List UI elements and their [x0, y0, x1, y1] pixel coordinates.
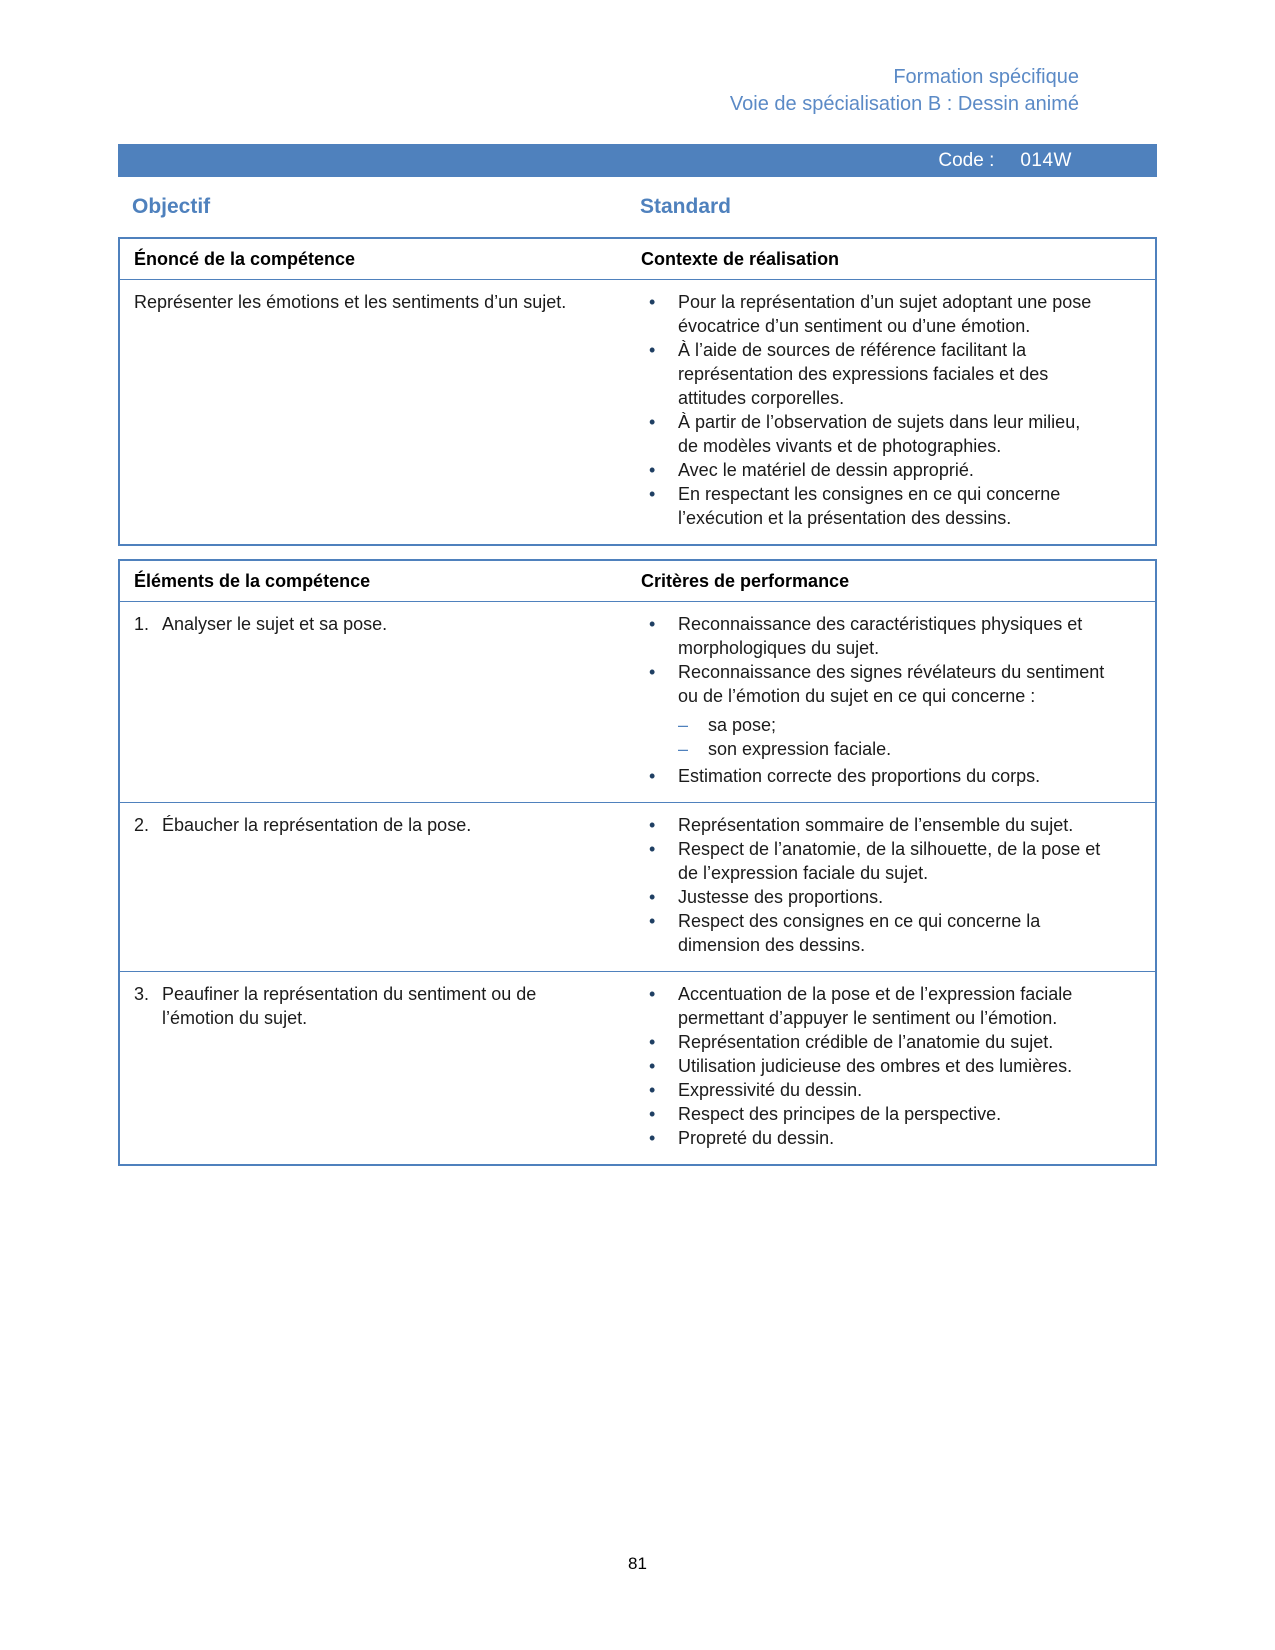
code-value: 014W [1020, 149, 1072, 171]
criterion-text: Représentation crédible de l’anatomie du sujet. [678, 1032, 1054, 1052]
contexte-cell [619, 280, 1156, 546]
criteria-cell [619, 803, 1156, 972]
context-item-text: Avec le matériel de dessin approprié. [678, 460, 974, 480]
element-text: Analyser le sujet et sa pose. [162, 614, 388, 634]
enonce-competence-header: Énoncé de la compétence [119, 238, 619, 280]
element-item [134, 612, 579, 636]
criterion-item [641, 909, 1105, 957]
elements-criteres-table [118, 559, 1157, 1166]
element-cell [119, 602, 619, 803]
element-item [134, 982, 579, 1030]
standard-heading: Standard [640, 195, 732, 218]
enonce-contexte-table [118, 237, 1157, 546]
element-row-1 [119, 602, 1156, 803]
criterion-item [641, 1054, 1105, 1078]
criterion-sublist [678, 713, 1105, 761]
element-number: 2. [134, 815, 150, 835]
criterion-text: Respect des principes de la perspective. [678, 1104, 1002, 1124]
criterion-item [641, 1102, 1105, 1126]
page-content [118, 0, 1157, 1166]
code-bar [118, 144, 1157, 177]
section-headings [118, 193, 1157, 221]
criterion-text: Accentuation de la pose et de l’expression faciale permettant d’appuyer le sentiment ou l’émotion. [678, 984, 1073, 1028]
header-line-2: Voie de spécialisation B : Dessin animé [729, 93, 1079, 115]
criterion-item [641, 837, 1105, 885]
context-item-text: À l’aide de sources de référence facilitant la représentation des expressions faciales et des attitudes corporelles. [678, 340, 1049, 408]
criterion-item [641, 813, 1105, 837]
criterion-text: Représentation sommaire de l’ensemble du sujet. [678, 815, 1074, 835]
criteria-cell [619, 602, 1156, 803]
element-number: 1. [134, 614, 150, 634]
element-text: Ébaucher la représentation de la pose. [162, 815, 472, 835]
criteria-list [641, 982, 1105, 1150]
element-number: 3. [134, 984, 150, 1004]
contexte-realisation-header: Contexte de réalisation [619, 238, 1156, 280]
criterion-text: Estimation correcte des proportions du corps. [678, 766, 1041, 786]
element-row-3 [119, 972, 1156, 1166]
table1-body-row [119, 280, 1156, 546]
criterion-subitem: – son expression faciale. [678, 737, 1105, 761]
criteria-list [641, 612, 1105, 788]
criterion-item [641, 1078, 1105, 1102]
element-cell [119, 803, 619, 972]
element-cell [119, 972, 619, 1166]
criterion-text: Propreté du dessin. [678, 1128, 835, 1148]
context-item [641, 410, 1105, 458]
criterion-text: Justesse des proportions. [678, 887, 884, 907]
code-label: Code : [938, 149, 995, 171]
criterion-text: Respect de l’anatomie, de la silhouette, de la pose et de l’expression faciale du sujet. [678, 839, 1101, 883]
table1-header-row [119, 238, 1156, 280]
header-line-1: Formation spécifique [893, 66, 1079, 88]
element-item [134, 813, 579, 837]
context-item [641, 338, 1105, 410]
criterion-item [641, 1030, 1105, 1054]
table2-header-row [119, 560, 1156, 602]
criterion-text: Utilisation judicieuse des ombres et des lumières. [678, 1056, 1073, 1076]
criterion-text: Reconnaissance des signes révélateurs du sentiment ou de l’émotion du sujet en ce qui concerne : [678, 662, 1105, 706]
criteria-list [641, 813, 1105, 957]
context-item-text: En respectant les consignes en ce qui concerne l’exécution et la présentation des dessins. [678, 484, 1061, 528]
context-item [641, 458, 1105, 482]
competence-statement: Représenter les émotions et les sentiments d’un sujet. [134, 292, 567, 312]
context-item-text: À partir de l’observation de sujets dans leur milieu, de modèles vivants et de photographies. [678, 412, 1081, 456]
criterion-item [641, 612, 1105, 660]
elements-competence-header: Éléments de la compétence [119, 560, 619, 602]
objectif-heading: Objectif [132, 195, 211, 218]
criterion-subitem: – sa pose; [678, 713, 1105, 737]
criteria-cell [619, 972, 1156, 1166]
context-item [641, 290, 1105, 338]
context-item-text: Pour la représentation d’un sujet adoptant une pose évocatrice d’un sentiment ou d’une émotion. [678, 292, 1092, 336]
criterion-text: Reconnaissance des caractéristiques physiques et morphologiques du sujet. [678, 614, 1083, 658]
competence-statement-cell [119, 280, 619, 546]
document-header [118, 64, 1157, 118]
context-bullet-list [641, 290, 1105, 530]
context-item [641, 482, 1105, 530]
criteres-performance-header: Critères de performance [619, 560, 1156, 602]
criterion-item [641, 660, 1105, 761]
criterion-item [641, 764, 1105, 788]
criterion-text: Expressivité du dessin. [678, 1080, 863, 1100]
element-text: Peaufiner la représentation du sentiment ou de l’émotion du sujet. [162, 984, 537, 1028]
criterion-item [641, 982, 1105, 1030]
criterion-text: Respect des consignes en ce qui concerne la dimension des dessins. [678, 911, 1041, 955]
criterion-item [641, 1126, 1105, 1150]
page-number: 81 [628, 1554, 647, 1573]
criterion-item [641, 885, 1105, 909]
element-row-2 [119, 803, 1156, 972]
